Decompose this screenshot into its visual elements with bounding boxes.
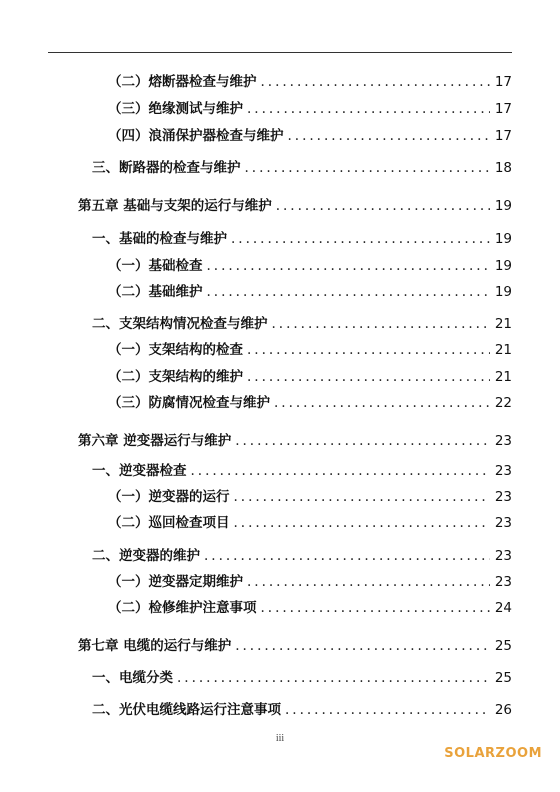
toc-entry-page: 23 [494, 433, 512, 449]
toc-leader-dots [234, 513, 491, 533]
page-number: iii [275, 733, 285, 744]
toc-entry-title: 二、支架结构情况检查与维护 [92, 316, 268, 332]
toc-entry[interactable] [108, 367, 512, 387]
toc-entry-page: 21 [494, 342, 512, 358]
toc-entry-page: 23 [494, 463, 512, 479]
toc-entry-title: 一、电缆分类 [92, 670, 173, 686]
header-rule [48, 52, 512, 53]
toc-entry-title: 二、光伏电缆线路运行注意事项 [92, 702, 281, 718]
toc-leader-dots [207, 282, 491, 302]
toc-entry[interactable] [108, 72, 512, 92]
toc-entry-title: 一、逆变器检查 [92, 463, 187, 479]
toc-entry-title: 第七章 电缆的运行与维护 [78, 638, 232, 654]
toc-entry-title: （二）检修维护注意事项 [108, 600, 257, 616]
toc-entry-page: 26 [494, 702, 512, 718]
toc-leader-dots [285, 700, 490, 720]
toc-entry[interactable] [108, 393, 512, 413]
toc-entry[interactable] [108, 487, 512, 507]
toc-entry-page: 17 [494, 74, 512, 90]
toc-entry-title: （二）基础维护 [108, 284, 203, 300]
toc-entry[interactable] [92, 314, 512, 334]
toc-entry-title: （三）防腐情况检查与维护 [108, 395, 270, 411]
toc-leader-dots [247, 367, 490, 387]
toc-entry-title: （二）熔断器检查与维护 [108, 74, 257, 90]
toc-entry[interactable] [92, 229, 512, 249]
toc-entry-page: 23 [494, 515, 512, 531]
toc-entry-title: （四）浪涌保护器检查与维护 [108, 128, 284, 144]
toc-entry-page: 23 [494, 574, 512, 590]
toc-entry-title: （一）逆变器定期维护 [108, 574, 243, 590]
toc-entry-page: 19 [494, 258, 512, 274]
toc-leader-dots [272, 314, 491, 334]
toc-entry-title: （一）支架结构的检查 [108, 342, 243, 358]
toc-leader-dots [288, 126, 491, 146]
toc-leader-dots [234, 487, 491, 507]
toc-leader-dots [177, 668, 490, 688]
watermark-logo: SOLARZOOM [444, 746, 542, 761]
toc-leader-dots [274, 393, 490, 413]
toc-entry-page: 24 [494, 600, 512, 616]
toc-entry[interactable] [92, 668, 512, 688]
toc-entry[interactable] [108, 513, 512, 533]
toc-entry[interactable] [108, 598, 512, 618]
toc-entry-page: 21 [494, 316, 512, 332]
toc-entry-title: 三、断路器的检查与维护 [92, 160, 241, 176]
toc-entry-page: 23 [494, 548, 512, 564]
toc-entry-title: 二、逆变器的维护 [92, 548, 200, 564]
toc-leader-dots [247, 340, 490, 360]
toc-entry[interactable] [108, 572, 512, 592]
toc-entry-page: 21 [494, 369, 512, 385]
toc-entry-page: 17 [494, 128, 512, 144]
toc-entry-page: 23 [494, 489, 512, 505]
toc-entry-page: 17 [494, 101, 512, 117]
toc-leader-dots [247, 572, 490, 592]
toc-entry-page: 19 [494, 198, 512, 214]
toc-entry-title: （二）巡回检查项目 [108, 515, 230, 531]
toc-entry[interactable] [92, 546, 512, 566]
toc-leader-dots [276, 196, 490, 216]
toc-leader-dots [261, 598, 491, 618]
toc-entry-title: （一）基础检查 [108, 258, 203, 274]
toc-entry-title: （一）逆变器的运行 [108, 489, 230, 505]
toc-entry-page: 19 [494, 231, 512, 247]
toc-entry-title: 第五章 基础与支架的运行与维护 [78, 198, 272, 214]
toc-leader-dots [231, 229, 490, 249]
toc-leader-dots [235, 636, 490, 656]
toc-leader-dots [235, 431, 490, 451]
toc-entry-page: 22 [494, 395, 512, 411]
toc-leader-dots [204, 546, 490, 566]
toc-entry-page: 25 [494, 638, 512, 654]
toc-leader-dots [247, 99, 490, 119]
toc-entry[interactable] [108, 256, 512, 276]
toc-chapter-entry[interactable] [78, 431, 512, 451]
toc-entry-title: 一、基础的检查与维护 [92, 231, 227, 247]
toc-entry-title: （二）支架结构的维护 [108, 369, 243, 385]
toc-leader-dots [245, 158, 491, 178]
toc-entry[interactable] [108, 99, 512, 119]
toc-entry[interactable] [108, 282, 512, 302]
toc-entry[interactable] [92, 461, 512, 481]
toc-entry-title: 第六章 逆变器运行与维护 [78, 433, 232, 449]
toc-entry-page: 18 [494, 160, 512, 176]
toc-chapter-entry[interactable] [78, 196, 512, 216]
toc-entry[interactable] [108, 340, 512, 360]
toc-leader-dots [261, 72, 491, 92]
toc-entry-page: 25 [494, 670, 512, 686]
toc-entry[interactable] [92, 158, 512, 178]
toc-entry-page: 19 [494, 284, 512, 300]
toc-leader-dots [191, 461, 491, 481]
toc-entry-title: （三）绝缘测试与维护 [108, 101, 243, 117]
toc-chapter-entry[interactable] [78, 636, 512, 656]
toc-entry[interactable] [92, 700, 512, 720]
toc-leader-dots [207, 256, 491, 276]
toc-entry[interactable] [108, 126, 512, 146]
